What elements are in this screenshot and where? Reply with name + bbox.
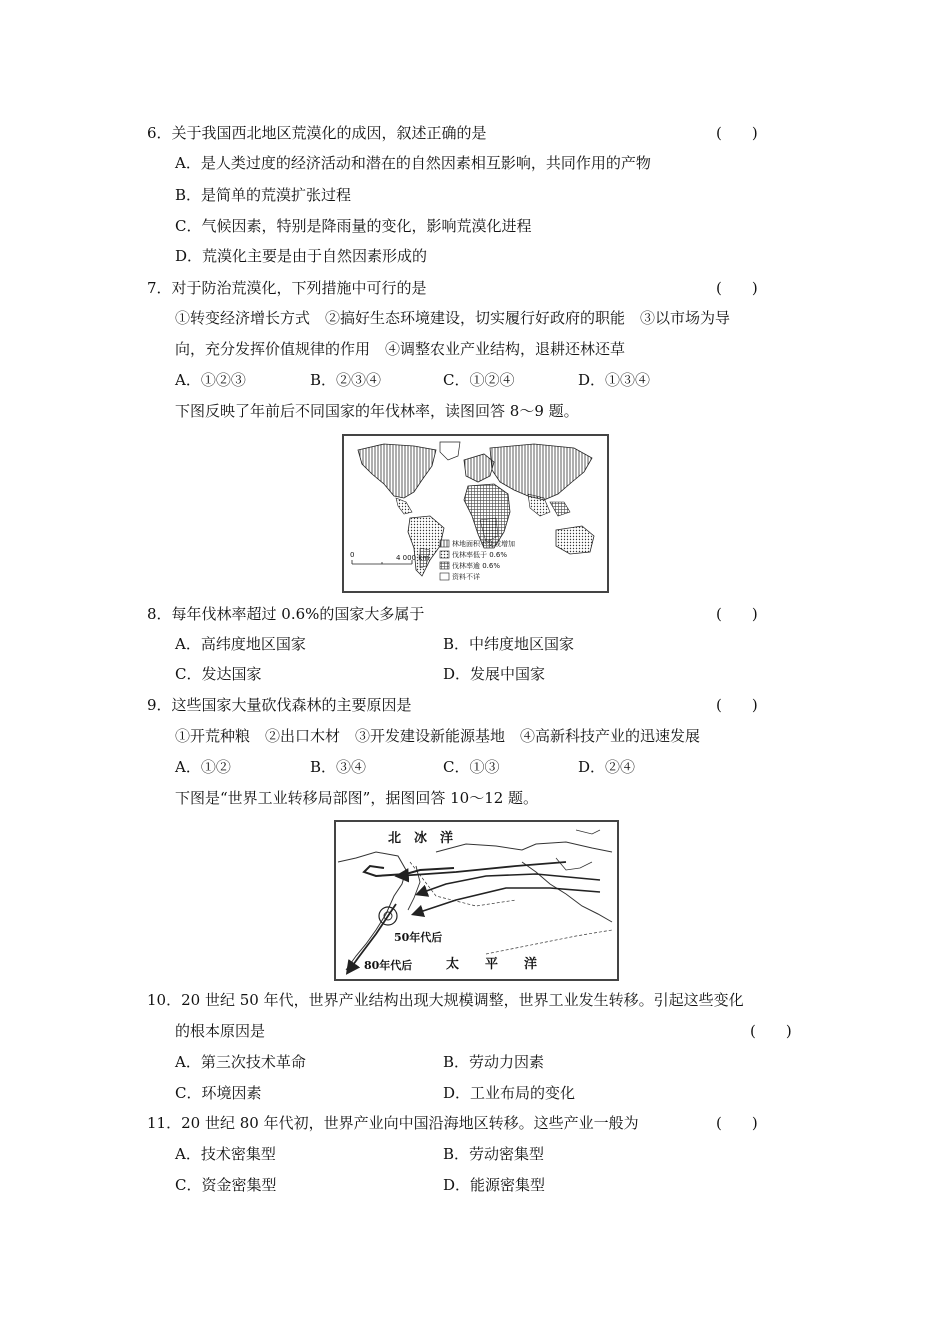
q11-answer-paren: ( ) [716,1114,758,1132]
q10-option-d: D．工业布局的变化 [443,1084,576,1102]
q7-statements-line2: 向，充分发挥价值规律的作用 ④调整农业产业结构，退耕还林还草 [175,340,626,358]
q9-stem: 9．这些国家大量砍伐森林的主要原因是 [147,696,412,714]
q8-option-b: B．中纬度地区国家 [443,635,575,653]
q6-option-b: B．是简单的荒漠扩张过程 [175,186,352,204]
intro-q8-9: 下图反映了年前后不同国家的年伐林率，读图回答 8～9 题。 [175,402,579,420]
q7-option-c: C．①②④ [443,371,515,389]
scale-distance: 4 000 km [396,554,430,562]
q9-option-c: C．①③ [443,758,500,776]
q10-option-b: B．劳动力因素 [443,1053,545,1071]
intro-q10-12: 下图是“世界工业转移局部图”，据图回答 10～12 题。 [175,789,539,807]
q7-option-a: A．①②③ [175,371,246,389]
q9-option-a: A．①② [175,758,231,776]
q6-answer-paren: ( ) [716,124,758,142]
legend-label-increase: 林地面积不变或增加 [452,540,515,548]
legend-swatch-increase [440,540,449,547]
legend-label-high: 伐林率逾 0.6% [452,562,501,570]
q10-option-c: C．环境因素 [175,1084,262,1102]
q8-option-a: A．高纬度地区国家 [175,635,306,653]
q10-option-a: A．第三次技术革命 [175,1053,306,1071]
q7-option-d: D．①③④ [578,371,651,389]
q10-stem: 10．20 世纪 50 年代，世界产业结构出现大规模调整，世界工业发生转移。引起这些变化 [147,991,744,1009]
q11-stem: 11．20 世纪 80 年代初，世界产业向中国沿海地区转移。这些产业一般为 [147,1114,639,1132]
q11-option-b: B．劳动密集型 [443,1145,545,1163]
scale-zero: 0 [350,551,355,559]
q7-statements-line1: ①转变经济增长方式 ②搞好生态环境建设，切实履行好政府的职能 ③以市场为导 [175,309,731,327]
legend-label-unknown: 资料不详 [452,573,480,581]
q10-answer-paren: ( ) [750,1022,792,1040]
arctic-ocean-label: 北 冰 洋 [388,831,454,846]
q7-stem: 7．对于防治荒漠化，下列措施中可行的是 [147,279,427,297]
q11-option-c: C．资金密集型 [175,1176,277,1194]
q11-option-a: A．技术密集型 [175,1145,276,1163]
q6-option-d: D．荒漠化主要是由于自然因素形成的 [175,247,428,265]
q9-statements: ①开荒种粮 ②出口木材 ③开发建设新能源基地 ④高新科技产业的迅速发展 [175,727,701,745]
legend-swatch-high [440,562,449,569]
q10-stem-continued: 的根本原因是 [175,1022,266,1040]
q8-option-c: C．发达国家 [175,665,262,683]
pacific-ocean-label: 太 平 洋 [446,957,538,972]
q6-option-c: C．气候因素，特别是降雨量的变化，影响荒漠化进程 [175,217,532,235]
q9-answer-paren: ( ) [716,696,758,714]
industry-transfer-map [334,820,619,981]
q9-option-b: B．③④ [310,758,367,776]
q8-option-d: D．发展中国家 [443,665,546,683]
q8-stem: 8．每年伐林率超过 0.6%的国家大多属于 [147,605,425,623]
legend-swatch-unknown [440,573,449,580]
legend-swatch-low [440,551,449,558]
q8-answer-paren: ( ) [716,605,758,623]
q6-stem: 6．关于我国西北地区荒漠化的成因，叙述正确的是 [147,124,487,142]
label-1980s: 80年代后 [364,959,413,972]
q7-answer-paren: ( ) [716,279,758,297]
q6-option-a: A．是人类过度的经济活动和潜在的自然因素相互影响，共同作用的产物 [175,154,651,172]
q11-option-d: D．能源密集型 [443,1176,546,1194]
label-1950s: 50年代后 [394,931,443,944]
world-deforestation-map [342,434,609,593]
q7-option-b: B．②③④ [310,371,382,389]
legend-label-low: 伐林率低于 0.6% [452,551,508,559]
q9-option-d: D．②④ [578,758,636,776]
